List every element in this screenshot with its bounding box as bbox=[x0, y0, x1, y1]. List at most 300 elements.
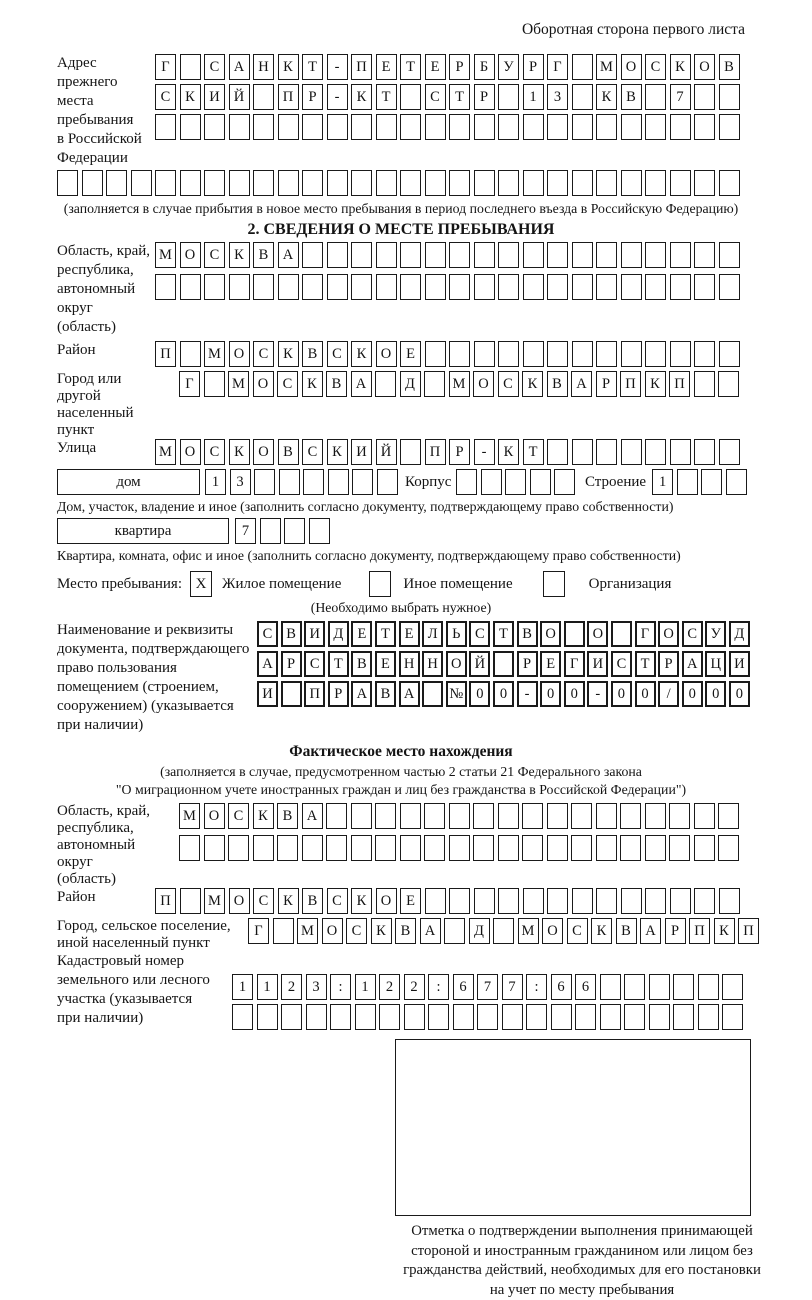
char-cell[interactable]: 0 bbox=[705, 681, 726, 707]
char-cell[interactable]: Р bbox=[517, 651, 538, 677]
char-cell[interactable]: С bbox=[567, 918, 588, 944]
char-cell[interactable] bbox=[571, 835, 592, 861]
char-cell[interactable]: П bbox=[155, 341, 176, 367]
char-cell[interactable]: 0 bbox=[469, 681, 490, 707]
char-cell[interactable]: С bbox=[253, 341, 274, 367]
char-cell[interactable] bbox=[670, 341, 691, 367]
char-cell[interactable] bbox=[302, 274, 323, 300]
char-cell[interactable] bbox=[694, 274, 715, 300]
char-cell[interactable] bbox=[229, 170, 250, 196]
char-cell[interactable] bbox=[204, 170, 225, 196]
char-cell[interactable]: В bbox=[351, 651, 372, 677]
char-cell[interactable]: С bbox=[469, 621, 490, 647]
char-cell[interactable] bbox=[155, 274, 176, 300]
char-cell[interactable] bbox=[302, 114, 323, 140]
char-cell[interactable] bbox=[694, 439, 715, 465]
char-cell[interactable] bbox=[351, 803, 372, 829]
char-cell[interactable] bbox=[376, 114, 397, 140]
actual-district-row[interactable] bbox=[155, 888, 745, 914]
char-cell[interactable] bbox=[306, 1004, 327, 1030]
char-cell[interactable] bbox=[180, 888, 201, 914]
char-cell[interactable]: А bbox=[640, 918, 661, 944]
prev-address-row-2[interactable] bbox=[155, 84, 745, 110]
char-cell[interactable] bbox=[669, 835, 690, 861]
char-cell[interactable]: С bbox=[498, 371, 519, 397]
house-number-cells[interactable] bbox=[205, 469, 401, 495]
char-cell[interactable]: Е bbox=[540, 651, 561, 677]
char-cell[interactable] bbox=[449, 242, 470, 268]
char-cell[interactable]: С bbox=[204, 54, 225, 80]
char-cell[interactable]: В bbox=[281, 621, 302, 647]
char-cell[interactable] bbox=[228, 835, 249, 861]
char-cell[interactable] bbox=[694, 341, 715, 367]
char-cell[interactable]: Т bbox=[375, 621, 396, 647]
char-cell[interactable] bbox=[645, 84, 666, 110]
char-cell[interactable] bbox=[422, 681, 443, 707]
char-cell[interactable] bbox=[698, 1004, 719, 1030]
char-cell[interactable] bbox=[424, 371, 445, 397]
char-cell[interactable]: 1 bbox=[205, 469, 226, 495]
char-cell[interactable]: Г bbox=[179, 371, 200, 397]
char-cell[interactable] bbox=[328, 469, 349, 495]
char-cell[interactable] bbox=[379, 1004, 400, 1030]
char-cell[interactable]: В bbox=[302, 341, 323, 367]
char-cell[interactable] bbox=[718, 371, 739, 397]
char-cell[interactable]: Д bbox=[328, 621, 349, 647]
char-cell[interactable] bbox=[498, 84, 519, 110]
checkbox-inoe[interactable] bbox=[369, 571, 391, 597]
char-cell[interactable] bbox=[278, 114, 299, 140]
char-cell[interactable] bbox=[375, 835, 396, 861]
char-cell[interactable] bbox=[596, 888, 617, 914]
char-cell[interactable] bbox=[456, 469, 477, 495]
char-cell[interactable] bbox=[726, 469, 747, 495]
char-cell[interactable] bbox=[624, 1004, 645, 1030]
char-cell[interactable]: : bbox=[428, 974, 449, 1000]
district-row[interactable] bbox=[155, 341, 745, 367]
char-cell[interactable] bbox=[620, 835, 641, 861]
char-cell[interactable]: С bbox=[302, 439, 323, 465]
char-cell[interactable]: С bbox=[204, 242, 225, 268]
char-cell[interactable]: М bbox=[449, 371, 470, 397]
region-row-1[interactable] bbox=[155, 242, 745, 268]
char-cell[interactable]: - bbox=[327, 84, 348, 110]
char-cell[interactable] bbox=[327, 242, 348, 268]
char-cell[interactable]: М bbox=[228, 371, 249, 397]
char-cell[interactable] bbox=[155, 170, 176, 196]
char-cell[interactable]: 3 bbox=[547, 84, 568, 110]
char-cell[interactable]: К bbox=[327, 439, 348, 465]
char-cell[interactable] bbox=[498, 274, 519, 300]
char-cell[interactable]: С bbox=[204, 439, 225, 465]
char-cell[interactable]: О bbox=[229, 888, 250, 914]
char-cell[interactable]: Т bbox=[328, 651, 349, 677]
char-cell[interactable] bbox=[502, 1004, 523, 1030]
char-cell[interactable]: Н bbox=[422, 651, 443, 677]
char-cell[interactable]: И bbox=[729, 651, 750, 677]
char-cell[interactable] bbox=[526, 1004, 547, 1030]
char-cell[interactable]: В bbox=[375, 681, 396, 707]
char-cell[interactable] bbox=[722, 974, 743, 1000]
char-cell[interactable]: П bbox=[155, 888, 176, 914]
char-cell[interactable] bbox=[232, 1004, 253, 1030]
char-cell[interactable] bbox=[575, 1004, 596, 1030]
char-cell[interactable]: О bbox=[694, 54, 715, 80]
char-cell[interactable] bbox=[279, 469, 300, 495]
char-cell[interactable] bbox=[400, 439, 421, 465]
char-cell[interactable] bbox=[180, 170, 201, 196]
char-cell[interactable] bbox=[621, 274, 642, 300]
char-cell[interactable]: - bbox=[474, 439, 495, 465]
char-cell[interactable] bbox=[645, 242, 666, 268]
char-cell[interactable] bbox=[572, 274, 593, 300]
char-cell[interactable]: 6 bbox=[575, 974, 596, 1000]
char-cell[interactable]: Т bbox=[493, 621, 514, 647]
char-cell[interactable]: А bbox=[682, 651, 703, 677]
char-cell[interactable] bbox=[645, 835, 666, 861]
char-cell[interactable] bbox=[204, 371, 225, 397]
char-cell[interactable]: К bbox=[278, 54, 299, 80]
char-cell[interactable]: Р bbox=[302, 84, 323, 110]
document-row-2[interactable] bbox=[257, 651, 745, 677]
char-cell[interactable] bbox=[547, 114, 568, 140]
char-cell[interactable]: № bbox=[446, 681, 467, 707]
char-cell[interactable] bbox=[694, 114, 715, 140]
char-cell[interactable]: 0 bbox=[493, 681, 514, 707]
char-cell[interactable] bbox=[351, 274, 372, 300]
char-cell[interactable] bbox=[600, 974, 621, 1000]
char-cell[interactable]: 1 bbox=[355, 974, 376, 1000]
char-cell[interactable]: П bbox=[620, 371, 641, 397]
char-cell[interactable] bbox=[670, 274, 691, 300]
char-cell[interactable]: 2 bbox=[379, 974, 400, 1000]
char-cell[interactable]: М bbox=[518, 918, 539, 944]
char-cell[interactable]: 7 bbox=[670, 84, 691, 110]
char-cell[interactable]: Т bbox=[302, 54, 323, 80]
char-cell[interactable] bbox=[474, 274, 495, 300]
char-cell[interactable] bbox=[571, 803, 592, 829]
char-cell[interactable] bbox=[425, 114, 446, 140]
region-row-2[interactable] bbox=[155, 274, 745, 300]
char-cell[interactable]: М bbox=[596, 54, 617, 80]
char-cell[interactable] bbox=[474, 114, 495, 140]
char-cell[interactable] bbox=[572, 341, 593, 367]
char-cell[interactable]: О bbox=[540, 621, 561, 647]
char-cell[interactable]: 0 bbox=[540, 681, 561, 707]
char-cell[interactable] bbox=[327, 170, 348, 196]
char-cell[interactable]: Н bbox=[253, 54, 274, 80]
char-cell[interactable] bbox=[621, 341, 642, 367]
actual-city-row[interactable] bbox=[248, 918, 745, 944]
char-cell[interactable] bbox=[719, 274, 740, 300]
char-cell[interactable] bbox=[547, 341, 568, 367]
char-cell[interactable]: Г bbox=[564, 651, 585, 677]
char-cell[interactable] bbox=[673, 974, 694, 1000]
char-cell[interactable] bbox=[229, 274, 250, 300]
char-cell[interactable] bbox=[505, 469, 526, 495]
apartment-cells[interactable] bbox=[235, 518, 333, 544]
char-cell[interactable] bbox=[180, 341, 201, 367]
prev-address-row-3[interactable] bbox=[155, 114, 745, 140]
char-cell[interactable]: О bbox=[376, 888, 397, 914]
char-cell[interactable]: К bbox=[351, 341, 372, 367]
char-cell[interactable]: П bbox=[278, 84, 299, 110]
char-cell[interactable] bbox=[278, 274, 299, 300]
char-cell[interactable]: Г bbox=[547, 54, 568, 80]
char-cell[interactable] bbox=[498, 242, 519, 268]
char-cell[interactable] bbox=[253, 170, 274, 196]
char-cell[interactable]: С bbox=[228, 803, 249, 829]
char-cell[interactable] bbox=[155, 114, 176, 140]
char-cell[interactable] bbox=[425, 888, 446, 914]
char-cell[interactable] bbox=[273, 918, 294, 944]
char-cell[interactable]: Р bbox=[328, 681, 349, 707]
char-cell[interactable] bbox=[377, 469, 398, 495]
char-cell[interactable] bbox=[351, 170, 372, 196]
char-cell[interactable] bbox=[302, 242, 323, 268]
char-cell[interactable]: В bbox=[616, 918, 637, 944]
char-cell[interactable] bbox=[330, 1004, 351, 1030]
char-cell[interactable]: К bbox=[229, 242, 250, 268]
char-cell[interactable] bbox=[303, 469, 324, 495]
char-cell[interactable] bbox=[694, 803, 715, 829]
char-cell[interactable] bbox=[404, 1004, 425, 1030]
char-cell[interactable] bbox=[701, 469, 722, 495]
char-cell[interactable]: П bbox=[689, 918, 710, 944]
char-cell[interactable] bbox=[355, 1004, 376, 1030]
char-cell[interactable] bbox=[670, 439, 691, 465]
char-cell[interactable]: Е bbox=[400, 888, 421, 914]
char-cell[interactable]: К bbox=[591, 918, 612, 944]
document-row-3[interactable] bbox=[257, 681, 745, 707]
char-cell[interactable]: Т bbox=[376, 84, 397, 110]
char-cell[interactable] bbox=[645, 439, 666, 465]
char-cell[interactable]: С bbox=[253, 888, 274, 914]
char-cell[interactable] bbox=[481, 469, 502, 495]
char-cell[interactable]: С bbox=[425, 84, 446, 110]
char-cell[interactable]: М bbox=[155, 242, 176, 268]
char-cell[interactable]: К bbox=[596, 84, 617, 110]
char-cell[interactable] bbox=[400, 242, 421, 268]
char-cell[interactable]: О bbox=[253, 371, 274, 397]
char-cell[interactable] bbox=[547, 242, 568, 268]
char-cell[interactable]: Т bbox=[449, 84, 470, 110]
char-cell[interactable]: В bbox=[621, 84, 642, 110]
char-cell[interactable]: И bbox=[351, 439, 372, 465]
char-cell[interactable]: С bbox=[645, 54, 666, 80]
char-cell[interactable] bbox=[493, 918, 514, 944]
char-cell[interactable] bbox=[400, 835, 421, 861]
char-cell[interactable] bbox=[474, 170, 495, 196]
char-cell[interactable] bbox=[498, 803, 519, 829]
char-cell[interactable] bbox=[179, 835, 200, 861]
char-cell[interactable]: Д bbox=[729, 621, 750, 647]
char-cell[interactable] bbox=[547, 835, 568, 861]
char-cell[interactable] bbox=[57, 170, 78, 196]
char-cell[interactable]: У bbox=[705, 621, 726, 647]
char-cell[interactable] bbox=[596, 341, 617, 367]
char-cell[interactable] bbox=[453, 1004, 474, 1030]
actual-region-row-1[interactable] bbox=[179, 803, 745, 829]
char-cell[interactable]: А bbox=[351, 681, 372, 707]
char-cell[interactable] bbox=[523, 341, 544, 367]
char-cell[interactable]: В bbox=[547, 371, 568, 397]
char-cell[interactable] bbox=[352, 469, 373, 495]
char-cell[interactable] bbox=[621, 888, 642, 914]
char-cell[interactable] bbox=[596, 803, 617, 829]
char-cell[interactable]: О bbox=[180, 439, 201, 465]
char-cell[interactable] bbox=[621, 242, 642, 268]
char-cell[interactable]: Р bbox=[658, 651, 679, 677]
char-cell[interactable]: 1 bbox=[257, 974, 278, 1000]
char-cell[interactable]: К bbox=[498, 439, 519, 465]
char-cell[interactable]: Й bbox=[376, 439, 397, 465]
char-cell[interactable] bbox=[425, 170, 446, 196]
char-cell[interactable]: - bbox=[587, 681, 608, 707]
char-cell[interactable] bbox=[376, 242, 397, 268]
char-cell[interactable] bbox=[670, 114, 691, 140]
char-cell[interactable] bbox=[376, 170, 397, 196]
char-cell[interactable] bbox=[547, 803, 568, 829]
char-cell[interactable]: А bbox=[278, 242, 299, 268]
char-cell[interactable] bbox=[400, 114, 421, 140]
char-cell[interactable]: С bbox=[327, 341, 348, 367]
char-cell[interactable]: О bbox=[473, 371, 494, 397]
char-cell[interactable]: О bbox=[542, 918, 563, 944]
char-cell[interactable] bbox=[547, 274, 568, 300]
char-cell[interactable] bbox=[572, 114, 593, 140]
char-cell[interactable] bbox=[718, 835, 739, 861]
char-cell[interactable] bbox=[694, 371, 715, 397]
char-cell[interactable]: 0 bbox=[729, 681, 750, 707]
char-cell[interactable] bbox=[281, 681, 302, 707]
char-cell[interactable] bbox=[649, 1004, 670, 1030]
char-cell[interactable] bbox=[596, 274, 617, 300]
char-cell[interactable]: В bbox=[326, 371, 347, 397]
char-cell[interactable]: Л bbox=[422, 621, 443, 647]
char-cell[interactable] bbox=[645, 341, 666, 367]
char-cell[interactable] bbox=[278, 170, 299, 196]
char-cell[interactable]: 3 bbox=[306, 974, 327, 1000]
char-cell[interactable] bbox=[645, 274, 666, 300]
char-cell[interactable]: 6 bbox=[551, 974, 572, 1000]
char-cell[interactable]: С bbox=[155, 84, 176, 110]
prev-address-row-4[interactable] bbox=[57, 170, 745, 196]
char-cell[interactable] bbox=[351, 835, 372, 861]
char-cell[interactable]: А bbox=[399, 681, 420, 707]
char-cell[interactable]: П bbox=[351, 54, 372, 80]
char-cell[interactable] bbox=[645, 170, 666, 196]
char-cell[interactable]: С bbox=[304, 651, 325, 677]
char-cell[interactable]: К bbox=[229, 439, 250, 465]
char-cell[interactable] bbox=[694, 835, 715, 861]
char-cell[interactable] bbox=[257, 1004, 278, 1030]
char-cell[interactable] bbox=[522, 803, 543, 829]
char-cell[interactable] bbox=[449, 114, 470, 140]
char-cell[interactable] bbox=[572, 84, 593, 110]
char-cell[interactable]: П bbox=[669, 371, 690, 397]
char-cell[interactable] bbox=[621, 170, 642, 196]
char-cell[interactable]: 1 bbox=[232, 974, 253, 1000]
char-cell[interactable]: О bbox=[446, 651, 467, 677]
char-cell[interactable]: П bbox=[304, 681, 325, 707]
char-cell[interactable] bbox=[229, 114, 250, 140]
char-cell[interactable] bbox=[718, 803, 739, 829]
char-cell[interactable]: А bbox=[571, 371, 592, 397]
char-cell[interactable] bbox=[375, 371, 396, 397]
char-cell[interactable] bbox=[253, 114, 274, 140]
char-cell[interactable]: К bbox=[302, 371, 323, 397]
char-cell[interactable]: 0 bbox=[564, 681, 585, 707]
char-cell[interactable] bbox=[474, 242, 495, 268]
char-cell[interactable] bbox=[449, 888, 470, 914]
char-cell[interactable] bbox=[253, 835, 274, 861]
char-cell[interactable]: К bbox=[278, 888, 299, 914]
char-cell[interactable]: Е bbox=[425, 54, 446, 80]
char-cell[interactable] bbox=[600, 1004, 621, 1030]
char-cell[interactable] bbox=[473, 803, 494, 829]
char-cell[interactable]: В bbox=[302, 888, 323, 914]
document-row-1[interactable] bbox=[257, 621, 745, 647]
char-cell[interactable] bbox=[694, 242, 715, 268]
char-cell[interactable] bbox=[449, 341, 470, 367]
char-cell[interactable]: 7 bbox=[502, 974, 523, 1000]
char-cell[interactable]: 1 bbox=[523, 84, 544, 110]
char-cell[interactable]: Е bbox=[376, 54, 397, 80]
char-cell[interactable]: У bbox=[498, 54, 519, 80]
char-cell[interactable]: К bbox=[522, 371, 543, 397]
char-cell[interactable] bbox=[551, 1004, 572, 1030]
char-cell[interactable]: С bbox=[611, 651, 632, 677]
char-cell[interactable]: П bbox=[425, 439, 446, 465]
char-cell[interactable] bbox=[596, 439, 617, 465]
char-cell[interactable]: 0 bbox=[682, 681, 703, 707]
char-cell[interactable] bbox=[719, 170, 740, 196]
char-cell[interactable]: С bbox=[257, 621, 278, 647]
char-cell[interactable]: М bbox=[179, 803, 200, 829]
char-cell[interactable]: 0 bbox=[611, 681, 632, 707]
char-cell[interactable] bbox=[204, 114, 225, 140]
char-cell[interactable]: К bbox=[645, 371, 666, 397]
char-cell[interactable]: 3 bbox=[230, 469, 251, 495]
char-cell[interactable] bbox=[327, 114, 348, 140]
char-cell[interactable]: Р bbox=[449, 54, 470, 80]
char-cell[interactable] bbox=[572, 888, 593, 914]
char-cell[interactable]: К bbox=[278, 341, 299, 367]
char-cell[interactable]: Р bbox=[523, 54, 544, 80]
char-cell[interactable]: Г bbox=[248, 918, 269, 944]
char-cell[interactable] bbox=[523, 170, 544, 196]
char-cell[interactable]: Г bbox=[155, 54, 176, 80]
char-cell[interactable]: Т bbox=[400, 54, 421, 80]
char-cell[interactable]: М bbox=[297, 918, 318, 944]
char-cell[interactable] bbox=[645, 114, 666, 140]
char-cell[interactable] bbox=[302, 835, 323, 861]
char-cell[interactable] bbox=[204, 835, 225, 861]
char-cell[interactable]: Р bbox=[596, 371, 617, 397]
char-cell[interactable] bbox=[498, 170, 519, 196]
char-cell[interactable]: Г bbox=[635, 621, 656, 647]
char-cell[interactable]: О bbox=[229, 341, 250, 367]
char-cell[interactable] bbox=[400, 84, 421, 110]
char-cell[interactable] bbox=[400, 274, 421, 300]
char-cell[interactable]: В bbox=[253, 242, 274, 268]
char-cell[interactable]: Ц bbox=[705, 651, 726, 677]
char-cell[interactable]: Р bbox=[281, 651, 302, 677]
char-cell[interactable] bbox=[673, 1004, 694, 1030]
char-cell[interactable]: Т bbox=[523, 439, 544, 465]
char-cell[interactable] bbox=[719, 242, 740, 268]
